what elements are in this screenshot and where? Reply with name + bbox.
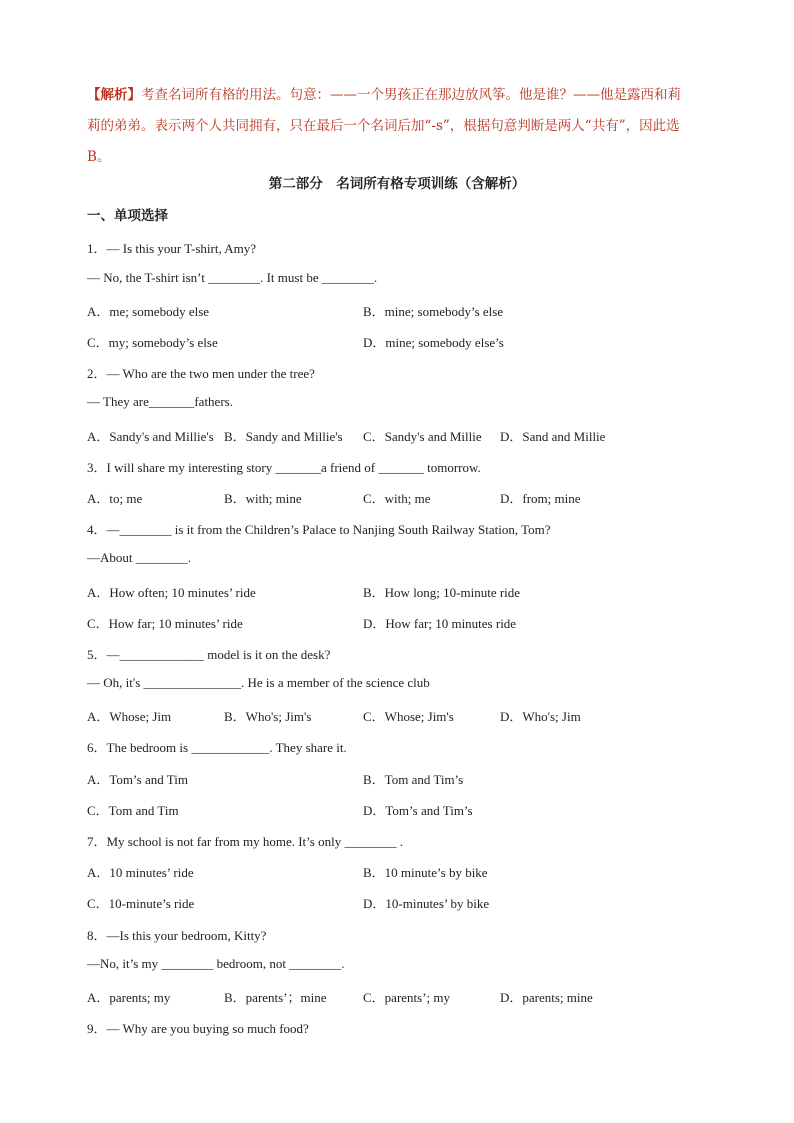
question-5-option-b: B．Who's; Jim's (224, 709, 312, 724)
question-9-line-1: 9．— Why are you buying so much food? (87, 1021, 309, 1036)
question-2-option-a: A．Sandy's and Millie's (87, 429, 214, 444)
question-4-option-c: C．How far; 10 minutes’ ride (87, 616, 243, 631)
question-7-option-d: D．10-minutes’ by bike (363, 896, 490, 911)
question-4-line-2: —About ________. (87, 550, 191, 565)
question-3-option-c: C．with; me (363, 491, 431, 506)
question-6-option-a: A．Tom’s and Tim (87, 772, 188, 787)
question-3-option-a: A．to; me (87, 491, 143, 506)
question-8-option-b: B．parents’；mine (224, 990, 327, 1005)
analysis-tag: 【解析】 (87, 87, 141, 103)
question-8-option-d: D．parents; mine (500, 990, 593, 1005)
question-1-option-b: B．mine; somebody’s else (363, 304, 504, 319)
question-6-option-b: B．Tom and Tim’s (363, 772, 464, 787)
question-8-option-a: A．parents; my (87, 990, 171, 1005)
question-8-line-2: —No, it’s my ________ bedroom, not ________. (87, 956, 345, 971)
question-8-line-1: 8．—Is this your bedroom, Kitty? (87, 928, 267, 943)
analysis-line-3: B。 (87, 149, 111, 165)
analysis-paragraph (87, 80, 707, 173)
question-5-option-d: D．Who's; Jim (500, 709, 581, 724)
question-4-option-b: B．How long; 10-minute ride (363, 585, 521, 600)
question-2-option-b: B．Sandy and Millie's (224, 429, 343, 444)
question-6-option-d: D．Tom’s and Tim’s (363, 803, 473, 818)
question-3-option-d: D．from; mine (500, 491, 581, 506)
question-6-line-1: 6．The bedroom is ____________. They share it. (87, 740, 347, 755)
question-5-option-a: A．Whose; Jim (87, 709, 172, 724)
question-2-line-2: — They are_______fathers. (87, 394, 233, 409)
question-3-option-b: B．with; mine (224, 491, 302, 506)
question-5-line-1: 5．—_____________ model is it on the desk? (87, 647, 331, 662)
question-1-option-c: C．my; somebody’s else (87, 335, 218, 350)
question-7-option-a: A．10 minutes’ ride (87, 865, 194, 880)
question-7-option-b: B．10 minute’s by bike (363, 865, 488, 880)
question-4-option-a: A．How often; 10 minutes’ ride (87, 585, 256, 600)
question-1-line-2: — No, the T-shirt isn’t ________. It must be ________. (87, 270, 378, 285)
question-7-line-1: 7．My school is not far from my home. It’s only ________ . (87, 834, 403, 849)
question-1-option-a: A．me; somebody else (87, 304, 210, 319)
question-6-option-c: C．Tom and Tim (87, 803, 179, 818)
analysis-line-2: 莉的弟弟。表示两个人共同拥有，只在最后一个名词后加“-s”，根据句意判断是两人“共有”，因此选 (87, 118, 680, 134)
section-title: 第二部分 名词所有格专项训练（含解析） (268, 176, 526, 192)
question-8-option-c: C．parents’; my (363, 990, 451, 1005)
analysis-line-1: 【解析】考查名词所有格的用法。句意：——一个男孩正在那边放风筝。他是谁？——他是露西和莉 (87, 87, 681, 103)
question-7-option-c: C．10-minute’s ride (87, 896, 195, 911)
part-title: 一、单项选择 (87, 208, 168, 224)
question-5-option-c: C．Whose; Jim's (363, 709, 454, 724)
question-4-line-1: 4．—________ is it from the Children’s Palace to Nanjing South Railway Station, Tom? (87, 522, 551, 537)
question-3-line-1: 3．I will share my interesting story _______a friend of _______ tomorrow. (87, 460, 481, 475)
question-2-option-d: D．Sand and Millie (500, 429, 606, 444)
question-2-option-c: C．Sandy's and Millie (363, 429, 482, 444)
question-1-line-1: 1．— Is this your T-shirt, Amy? (87, 241, 257, 256)
question-4-option-d: D．How far; 10 minutes ride (363, 616, 517, 631)
question-2-line-1: 2．— Who are the two men under the tree? (87, 366, 315, 381)
question-1-option-d: D．mine; somebody else’s (363, 335, 504, 350)
question-5-line-2: — Oh, it's _______________. He is a member of the science club (87, 675, 430, 690)
